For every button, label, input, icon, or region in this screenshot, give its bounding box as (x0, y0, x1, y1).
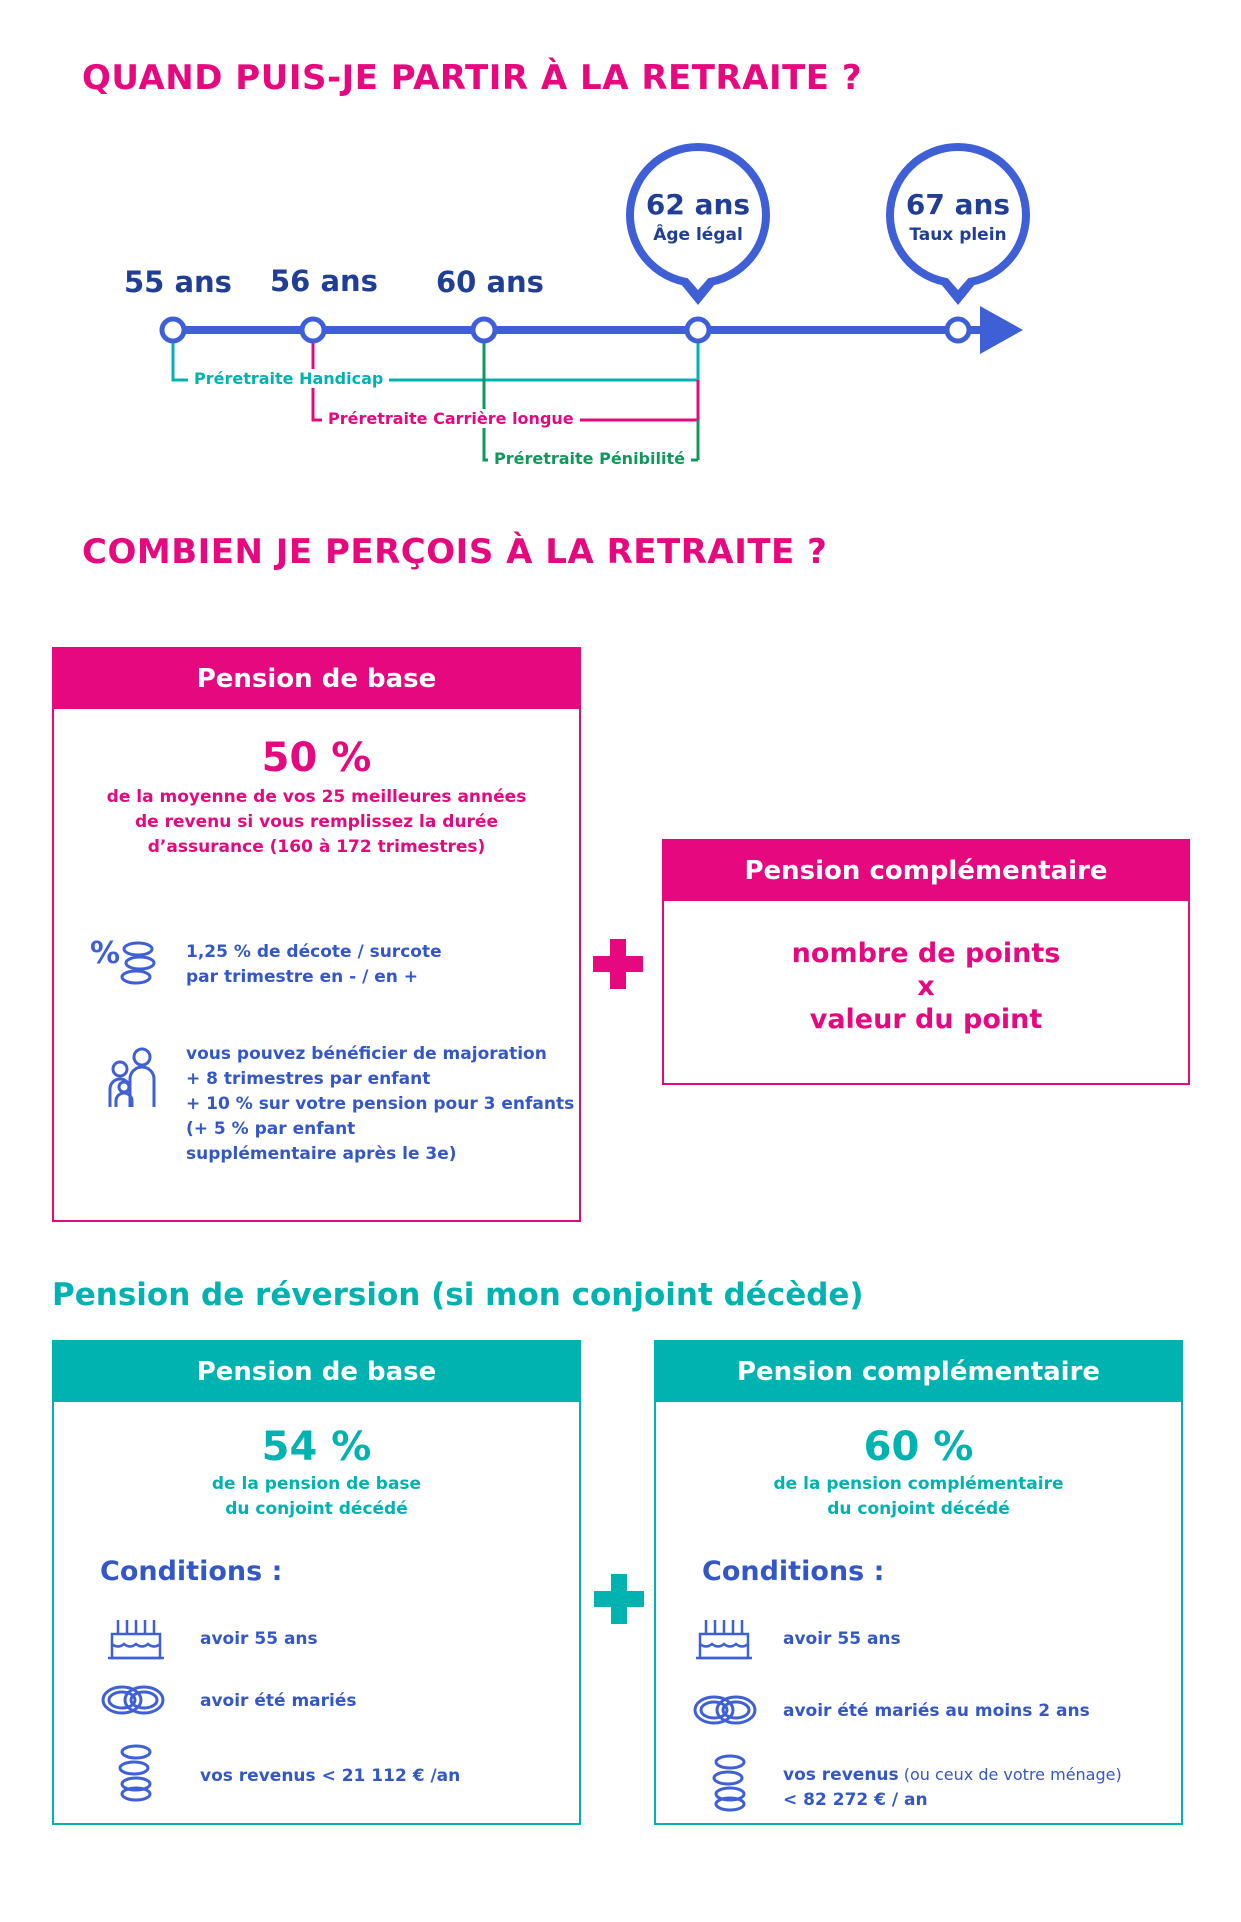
base-pension-card (52, 647, 581, 1222)
decote-text: 1,25 % de décote / surcote par trimestre en - / en + (186, 942, 442, 987)
reversion-base-percent: 54 % (261, 1424, 372, 1470)
reversion-base-description: de la pension de base du conjoint décédé (211, 1474, 422, 1519)
complementary-pension-card (662, 839, 1190, 1085)
preretraite-penibilite: Préretraite Pénibilité (488, 449, 691, 468)
section-title-reversion: Pension de réversion (si mon conjoint décède) (52, 1277, 864, 1313)
birthday-cake-icon (696, 1612, 752, 1660)
birthday-cake-icon (108, 1612, 164, 1660)
timeline-node-55 (162, 319, 184, 341)
majoration-text: vous pouvez bénéficier de majoration + 8 trimestres par enfant + 10 % sur votre pension pour 3 enfants (+ 5 % par enfant supplémentaire après le 3e) (186, 1044, 575, 1164)
bubble-legal-age-label: Âge légal (653, 225, 743, 245)
plus-icon-teal (594, 1574, 644, 1624)
timeline-node-60 (473, 319, 495, 341)
plus-icon (593, 939, 643, 989)
section-title-when: QUAND PUIS-JE PARTIR À LA RETRAITE ? (82, 58, 863, 98)
timeline-arrow-icon (980, 306, 1023, 354)
family-icon (106, 1047, 160, 1109)
reversion-base-card (52, 1340, 581, 1825)
reversion-base-condition-age: avoir 55 ans (200, 1629, 318, 1649)
age-label-56: 56 ans (270, 264, 378, 298)
section-title-how-much: COMBIEN JE PERÇOIS À LA RETRAITE ? (82, 532, 828, 572)
timeline-node-67 (947, 319, 969, 341)
reversion-complementary-card (654, 1340, 1183, 1825)
preretraite-handicap: Préretraite Handicap (188, 369, 389, 388)
bubble-full-rate-value: 67 ans (905, 188, 1011, 221)
reversion-base-header: Pension de base (54, 1342, 579, 1402)
coins-icon (710, 1752, 750, 1812)
reversion-complementary-conditions-label: Conditions : (702, 1556, 885, 1587)
base-pension-description: de la moyenne de vos 25 meilleures années de revenu si vous remplissez la durée d’assurance (160 à 172 trimestres) (106, 787, 527, 857)
complementary-formula: nombre de points x valeur du point (791, 938, 1061, 1035)
percent-coins-icon (90, 933, 160, 993)
reversion-complementary-condition-married: avoir été mariés au moins 2 ans (783, 1701, 1090, 1721)
age-label-60: 60 ans (436, 265, 544, 299)
bubble-legal-age-value: 62 ans (645, 188, 751, 221)
reversion-base-condition-income: vos revenus < 21 112 € /an (200, 1766, 461, 1786)
wedding-rings-icon (100, 1680, 166, 1720)
timeline-node-62 (687, 319, 709, 341)
age-label-55: 55 ans (124, 265, 232, 299)
timeline-node-56 (302, 319, 324, 341)
complementary-pension-header: Pension complémentaire (664, 841, 1188, 901)
reversion-complementary-header: Pension complémentaire (656, 1342, 1181, 1402)
reversion-base-condition-married: avoir été mariés (200, 1691, 357, 1711)
reversion-complementary-percent: 60 % (863, 1424, 974, 1470)
preretraite-carriere-longue: Préretraite Carrière longue (322, 409, 580, 428)
base-pension-percent: 50 % (261, 735, 372, 781)
coins-icon (116, 1742, 156, 1802)
svg-text:%: % (90, 936, 121, 971)
reversion-complementary-condition-age: avoir 55 ans (783, 1629, 901, 1649)
timeline (0, 140, 1241, 480)
reversion-complementary-description: de la pension complémentaire du conjoint décédé (773, 1474, 1064, 1519)
base-pension-header: Pension de base (54, 649, 579, 709)
bubble-full-rate-label: Taux plein (909, 225, 1007, 245)
reversion-base-conditions-label: Conditions : (100, 1556, 283, 1587)
reversion-complementary-condition-income: vos revenus (ou ceux de votre ménage) < 82 272 € / an (783, 1765, 1122, 1810)
wedding-rings-icon (692, 1690, 758, 1730)
